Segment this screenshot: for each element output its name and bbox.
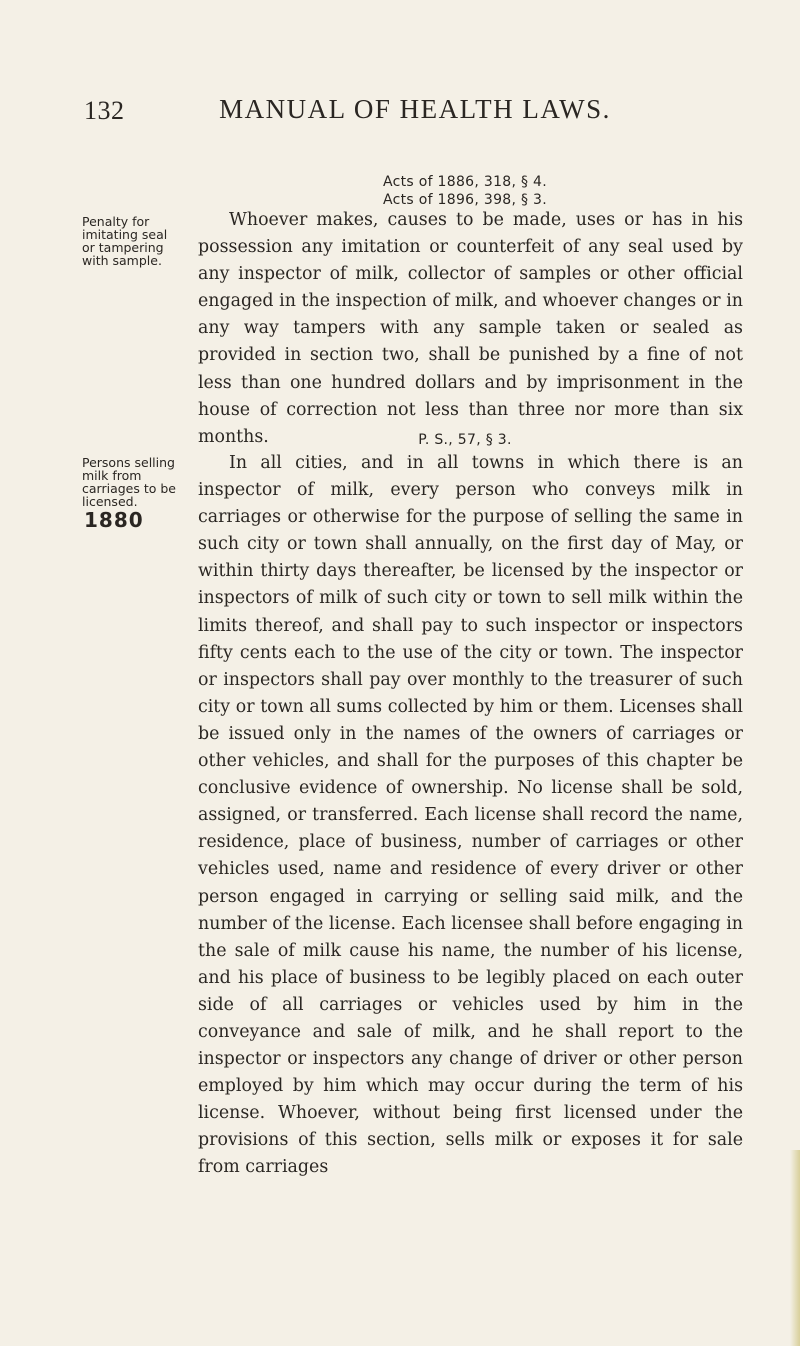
citation-line: Acts of 1886, 318, § 4.	[382, 174, 548, 190]
citation-line: P. S., 57, § 3.	[418, 432, 512, 448]
margin-note-licensing: Persons selling milk from carriages to be licensed.	[82, 455, 176, 509]
running-title: MANUAL OF HEALTH LAWS.	[219, 94, 611, 124]
section-text-licensing: In all cities, and in all towns in which there is an inspector of milk, every person who conveys milk in carriages or otherwise for the purpose of selling the same in such city or town shall annually, on the first day of May, or within thirty days thereafter, be licensed by the inspector or inspectors of milk of such city or town to sell milk within the limits thereof, and shall pay to such inspector or inspectors fifty cents each to the use of the city or town. The inspector or inspectors shall pay over monthly to the treasurer of such city or town all sums collected by him or them. Licenses shall be issued only in the names of the owners of carriages or other vehicles, and shall for the purposes of this chapter be conclusive evidence of ownership. No license shall be sold, assigned, or transferred. Each license shall record the name, residence, place of business, number of carriages or other vehicles used, name and residence of every driver or other person engaged in carrying or selling said milk, and the number of the license. Each licensee shall before engaging in the sale of milk cause his name, the number of his license, and his place of business to be legibly placed on each outer side of all carriages or vehicles used by him in the conveyance and sale of milk, and he shall report to the inspector or inspectors any change of driver or other person employed by him which may occur during the term of his license. Whoever, without being first licensed under the provisions of this section, sells milk or exposes it for sale from carriages	[198, 453, 743, 1178]
page-edge-shading	[790, 1150, 800, 1346]
page-number: 132	[84, 96, 125, 125]
margin-year: 1880	[84, 508, 144, 532]
margin-note-penalty: Penalty for imitating seal or tampering with sample.	[82, 214, 168, 268]
citation-line: Acts of 1896, 398, § 3.	[382, 192, 548, 208]
citation-acts	[280, 173, 650, 209]
section-text-penalty: Whoever makes, causes to be made, uses or has in his possession any imitation or counterfeit of any seal used by any inspector of milk, collector of samples or other official engaged in the inspection of milk, and whoever changes or in any way tampers with any sample taken or sealed as provided in section two, shall be punished by a fine of not less than one hundred dollars and by imprisonment in the house of correction not less than three nor more than six months.	[198, 210, 743, 447]
citation-ps	[280, 431, 650, 449]
